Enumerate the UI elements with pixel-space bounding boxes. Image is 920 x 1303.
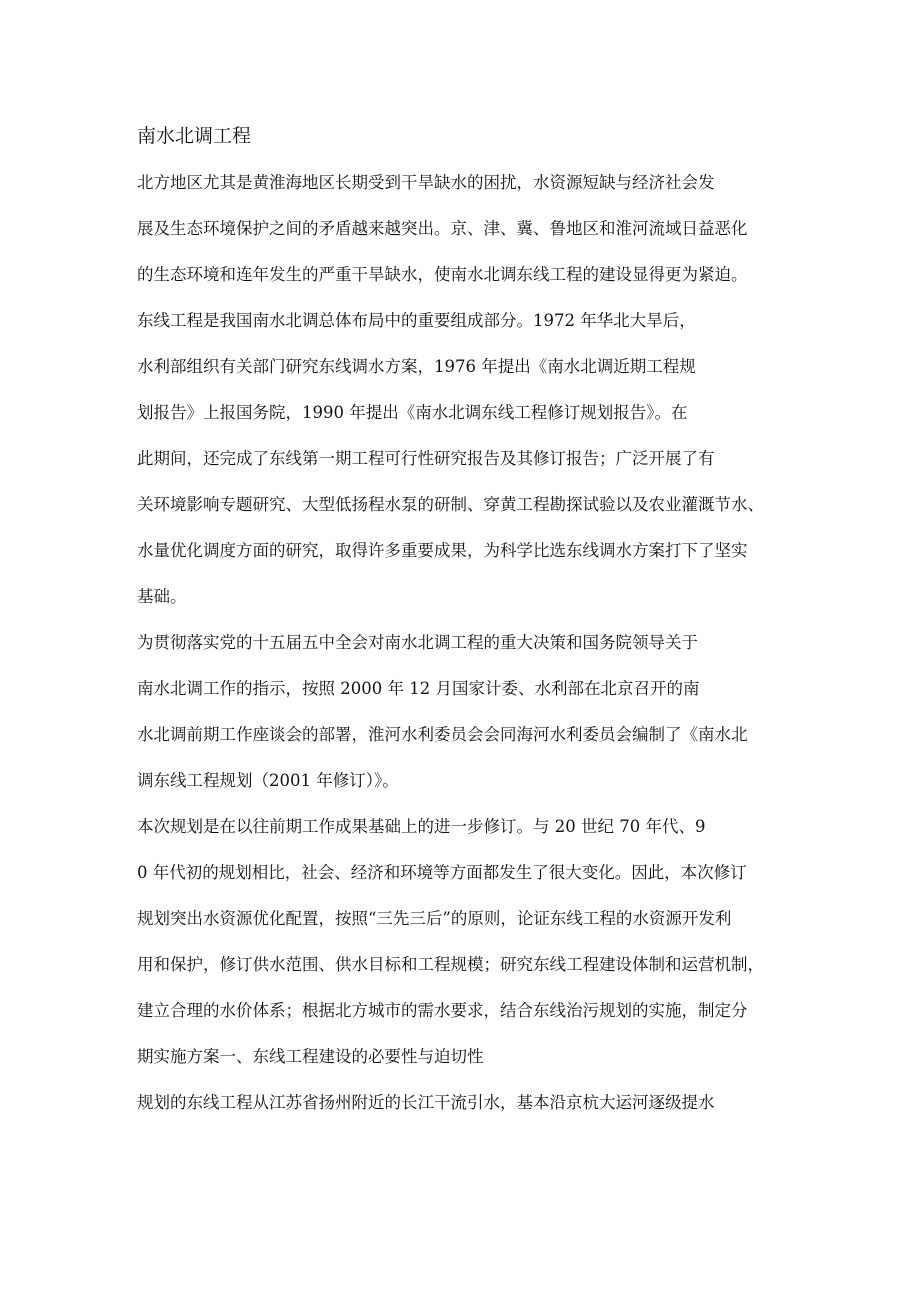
text-line: 规划突出水资源优化配置，按照“三先三后”的原则，论证东线工程的水资源开发利 [137, 909, 732, 928]
text-line: 北方地区尤其是黄淮海地区长期受到干旱缺水的困扰，水资源短缺与经济社会发 [137, 173, 715, 192]
text-line: 东线工程是我国南水北调总体布局中的重要组成部分。1972 年华北大旱后， [137, 311, 696, 330]
text-line: 为贯彻落实党的十五届五中全会对南水北调工程的重大决策和国务院领导关于 [137, 633, 698, 652]
text-line: 建立合理的水价体系；根据北方城市的需水要求，结合东线治污规划的实施，制定分 [137, 1001, 748, 1020]
text-line: 调东线工程规划（2001 年修订）》。 [137, 771, 399, 790]
text-line: 规划的东线工程从江苏省扬州附近的长江干流引水，基本沿京杭大运河逐级提水 [137, 1093, 715, 1112]
text-line: 南水北调工作的指示，按照 2000 年 12 月国家计委、水利部在北京召开的南 [137, 679, 700, 698]
text-line: 的生态环境和连年发生的严重干旱缺水，使南水北调东线工程的建设显得更为紧迫。 [137, 265, 748, 284]
text-line: 划报告》上报国务院，1990 年提出《南水北调东线工程修订规划报告》。在 [137, 403, 688, 422]
text-line: 水北调前期工作座谈会的部署，淮河水利委员会会同海河水利委员会编制了《南水北 [137, 725, 748, 744]
text-line: 期实施方案一、东线工程建设的必要性与迫切性 [137, 1047, 484, 1066]
text-line: 水利部组织有关部门研究东线调水方案，1976 年提出《南水北调近期工程规 [137, 357, 696, 376]
text-line: 水量优化调度方面的研究，取得许多重要成果，为科学比选东线调水方案打下了坚实 [137, 541, 748, 560]
text-line: 关环境影响专题研究、大型低扬程水泵的研制、穿黄工程勘探试验以及农业灌溉节水、 [137, 495, 764, 514]
document-title: 南水北调工程 [137, 125, 252, 147]
text-line: 0 年代初的规划相比，社会、经济和环境等方面都发生了很大变化。因此，本次修订 [137, 863, 747, 882]
text-line: 展及生态环境保护之间的矛盾越来越突出。京、津、冀、鲁地区和淮河流域日益恶化 [137, 219, 748, 238]
text-line: 此期间，还完成了东线第一期工程可行性研究报告及其修订报告；广泛开展了有 [137, 449, 715, 468]
text-line: 本次规划是在以往前期工作成果基础上的进一步修订。与 20 世纪 70 年代、9 [137, 817, 706, 836]
text-line: 用和保护，修订供水范围、供水目标和工程规模；研究东线工程建设体制和运营机制， [137, 955, 764, 974]
text-line: 基础。 [137, 587, 187, 606]
